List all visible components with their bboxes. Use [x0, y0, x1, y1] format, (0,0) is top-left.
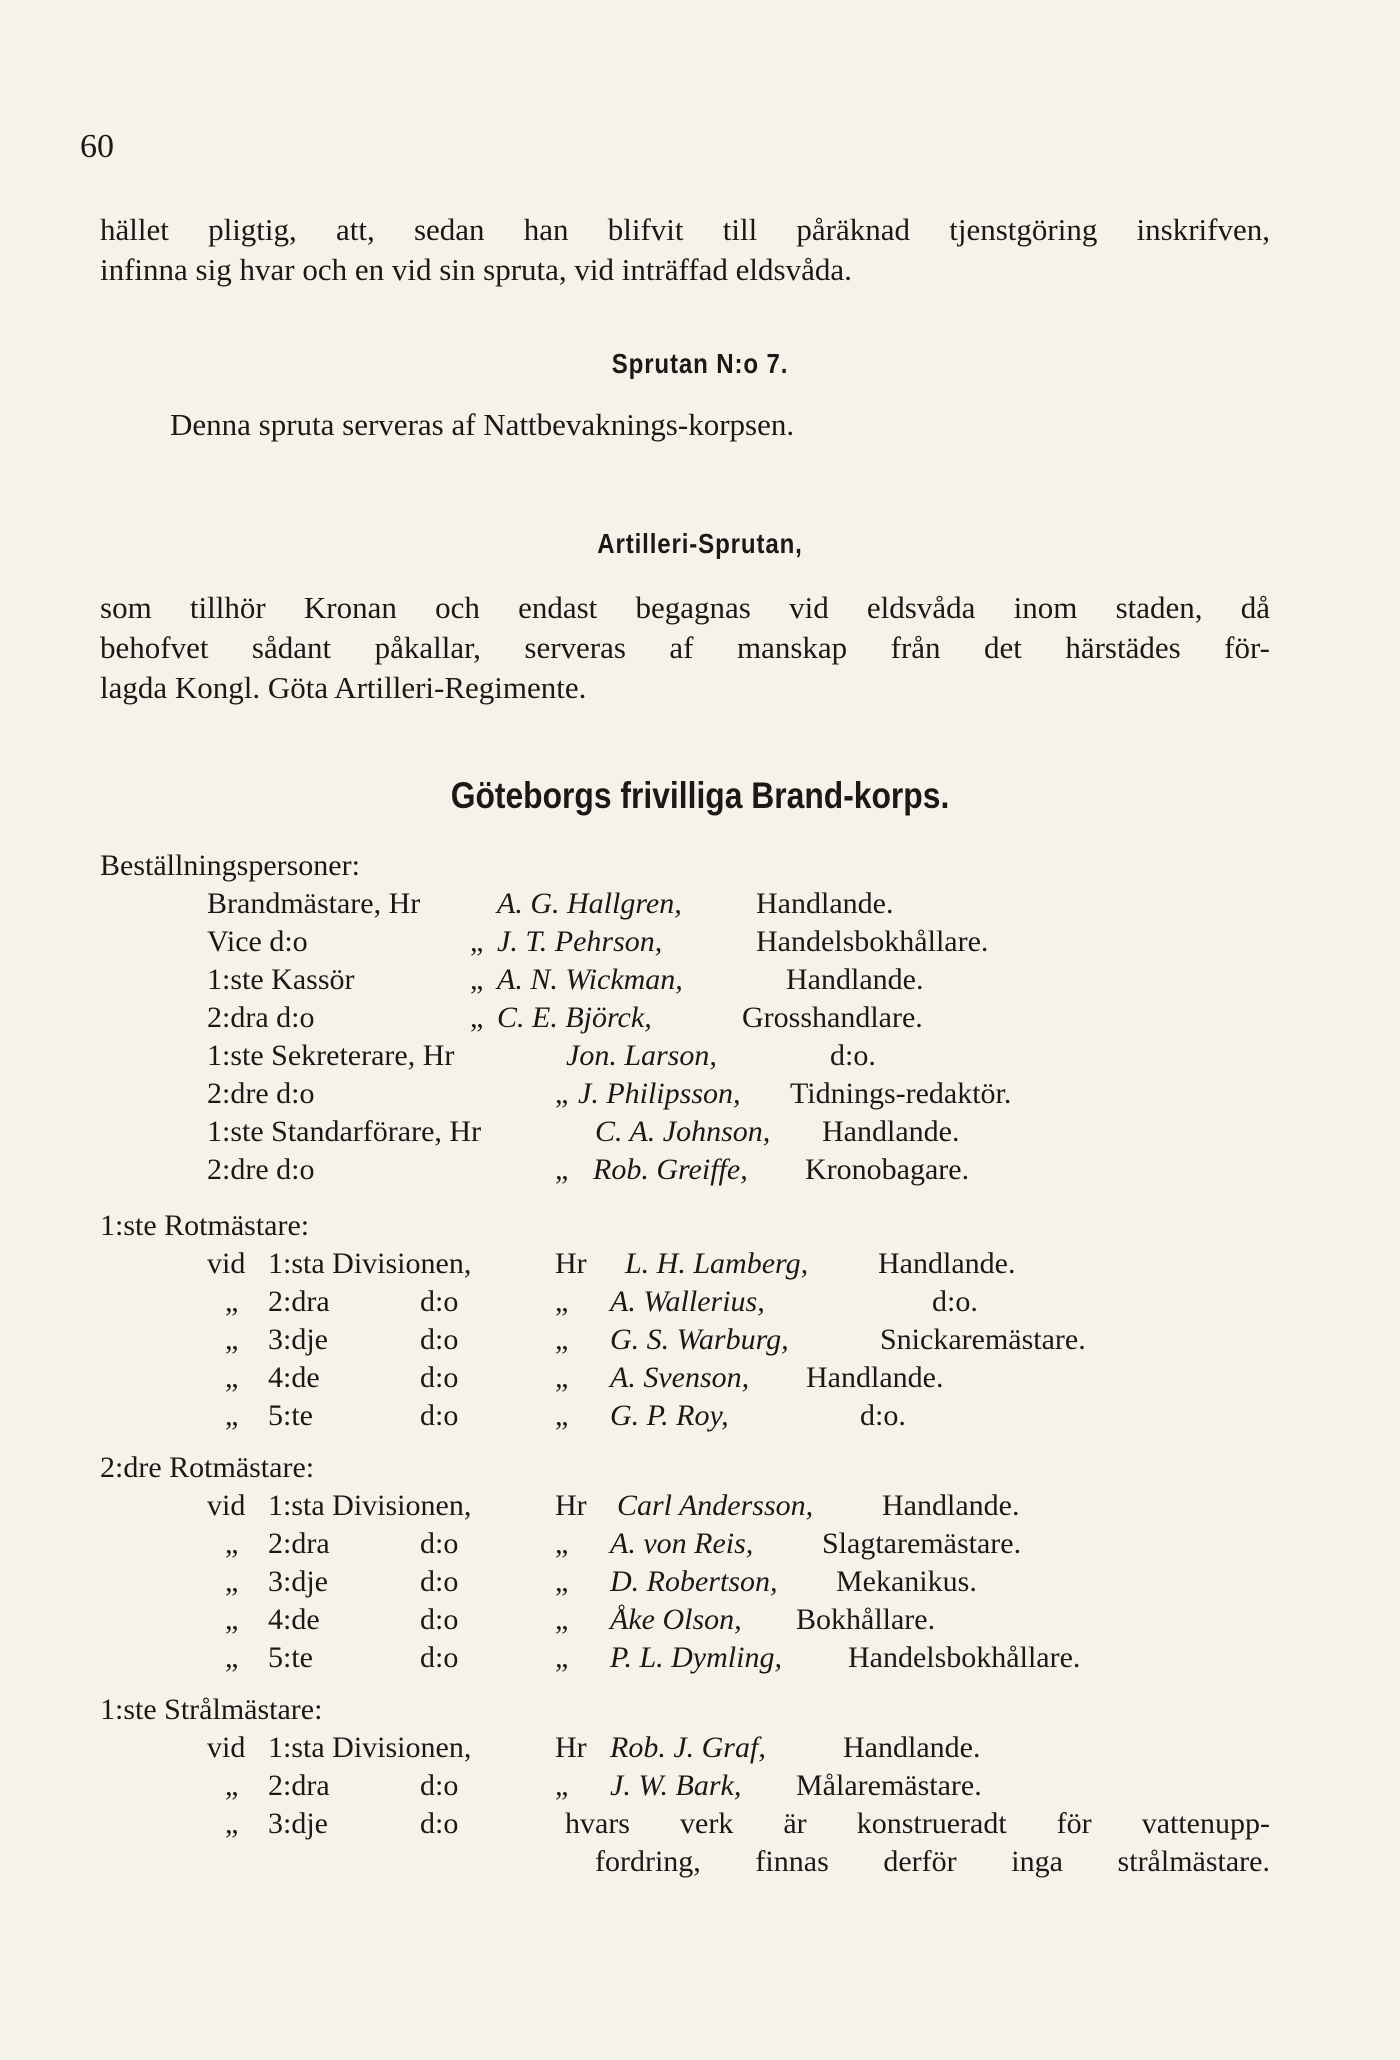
heading-brand-korps: Göteborgs frivilliga Brand-korps.	[450, 775, 950, 816]
heading-artilleri-sprutan: Artilleri-Sprutan,	[597, 528, 803, 559]
sprutan-7-text: Denna spruta serveras af Nattbevaknings-korpsen.	[170, 407, 795, 442]
artilleri-line-2: behofvet sådant påkallar, serveras af manskap från det härstädes för-	[100, 630, 1270, 665]
stralmastare-label: 1:ste Strålmästare:	[100, 1693, 323, 1726]
rotmastare-1-label: 1:ste Rotmästare:	[100, 1209, 310, 1242]
heading-sprutan-7: Sprutan N:o 7.	[611, 348, 789, 379]
rotmastare-2-label: 2:dre Rotmästare:	[100, 1451, 315, 1484]
document-page: 60 hället pligtig, att, sedan han blifvit till påräknad tjenstgöring inskrifven, infinna sig hvar och en vid sin spruta, vid inträffad eldsvåda. Sprutan N:o 7. Denna spruta serveras af Nattbevaknings-korpsen. Artilleri-Sprutan, som tillhör Kronan och endast begagnas vid eldsvåda inom staden, då behofvet sådant påkallar, serveras af manskap från det härstädes för- lagda Kongl. Göta Artilleri-Regimente. Göteborgs frivilliga Brand-korps. Beställningspersoner: Brandmästare, Hr A. G. Hallgren, Handlande. Vice d:o „ J. T. Pehrson, Handelsbokhållare. 1:ste Kassör „ A. N. Wickman, Handlande. 2:dra d:o „ C. E. Björck, Grosshandlare. 1:ste Sekreterare, Hr Jon. Larson, d:o. 2:dre d:o „ J. Philipsson, Tidnings-redaktör. 1:ste Standarförare, Hr C. A. Johnson, Handlande. 2:dre d:o „ Rob. Greiffe, Kronobagare. 1:ste Rotmästare: vid 1:sta Divisionen, Hr L. H. Lamberg, Handlande. „ 2:dra d:o „ A. Wallerius, d:o. „ 3:dje d:o „ G. S. Warburg, Snickaremästare. „ 4:de d:o „ A. Svenson, Handlande. „ 5:te d:o „ G. P. Roy, d:o. 2:dre Rotmästare: vid 1:sta Divisionen, Hr Carl Andersson, Handlande. „ 2:dra d:o „ A. von Reis, Slagtaremästare. „ 3:dje d:o „ D. Robertson, Mekanikus. „ 4:de d:o „ Åke Olson, Bokhållare. „ 5:te d:o „ P. L. Dymling, Handelsbokhållare. 1:ste Strålmästare: vid 1:sta Divisionen, Hr Rob. J. Graf, Handlande. „ 2:dra d:o „ J. W. Bark, Målaremästare. „ 3:dje d:o hvars verk är konstrueradt för vattenupp- fordring, finnas derför inga strålmästare.	[0, 0, 1400, 2060]
artilleri-line-3: lagda Kongl. Göta Artilleri-Regimente.	[100, 670, 587, 705]
artilleri-line-1: som tillhör Kronan och endast begagnas vid eldsvåda inom staden, då	[100, 590, 1270, 625]
intro-line-1: hället pligtig, att, sedan han blifvit till påräknad tjenstgöring inskrifven,	[100, 212, 1270, 247]
stralmastare-note-line-1: hvars verk är konstrueradt för vattenupp-	[565, 1807, 1270, 1840]
intro-line-2: infinna sig hvar och en vid sin spruta, vid inträffad eldsvåda.	[100, 252, 852, 287]
page-number: 60	[80, 128, 114, 165]
bestallning-label: Beställningspersoner:	[100, 849, 360, 882]
stralmastare-note-line-2: fordring, finnas derför inga strålmästare.	[595, 1845, 1270, 1878]
